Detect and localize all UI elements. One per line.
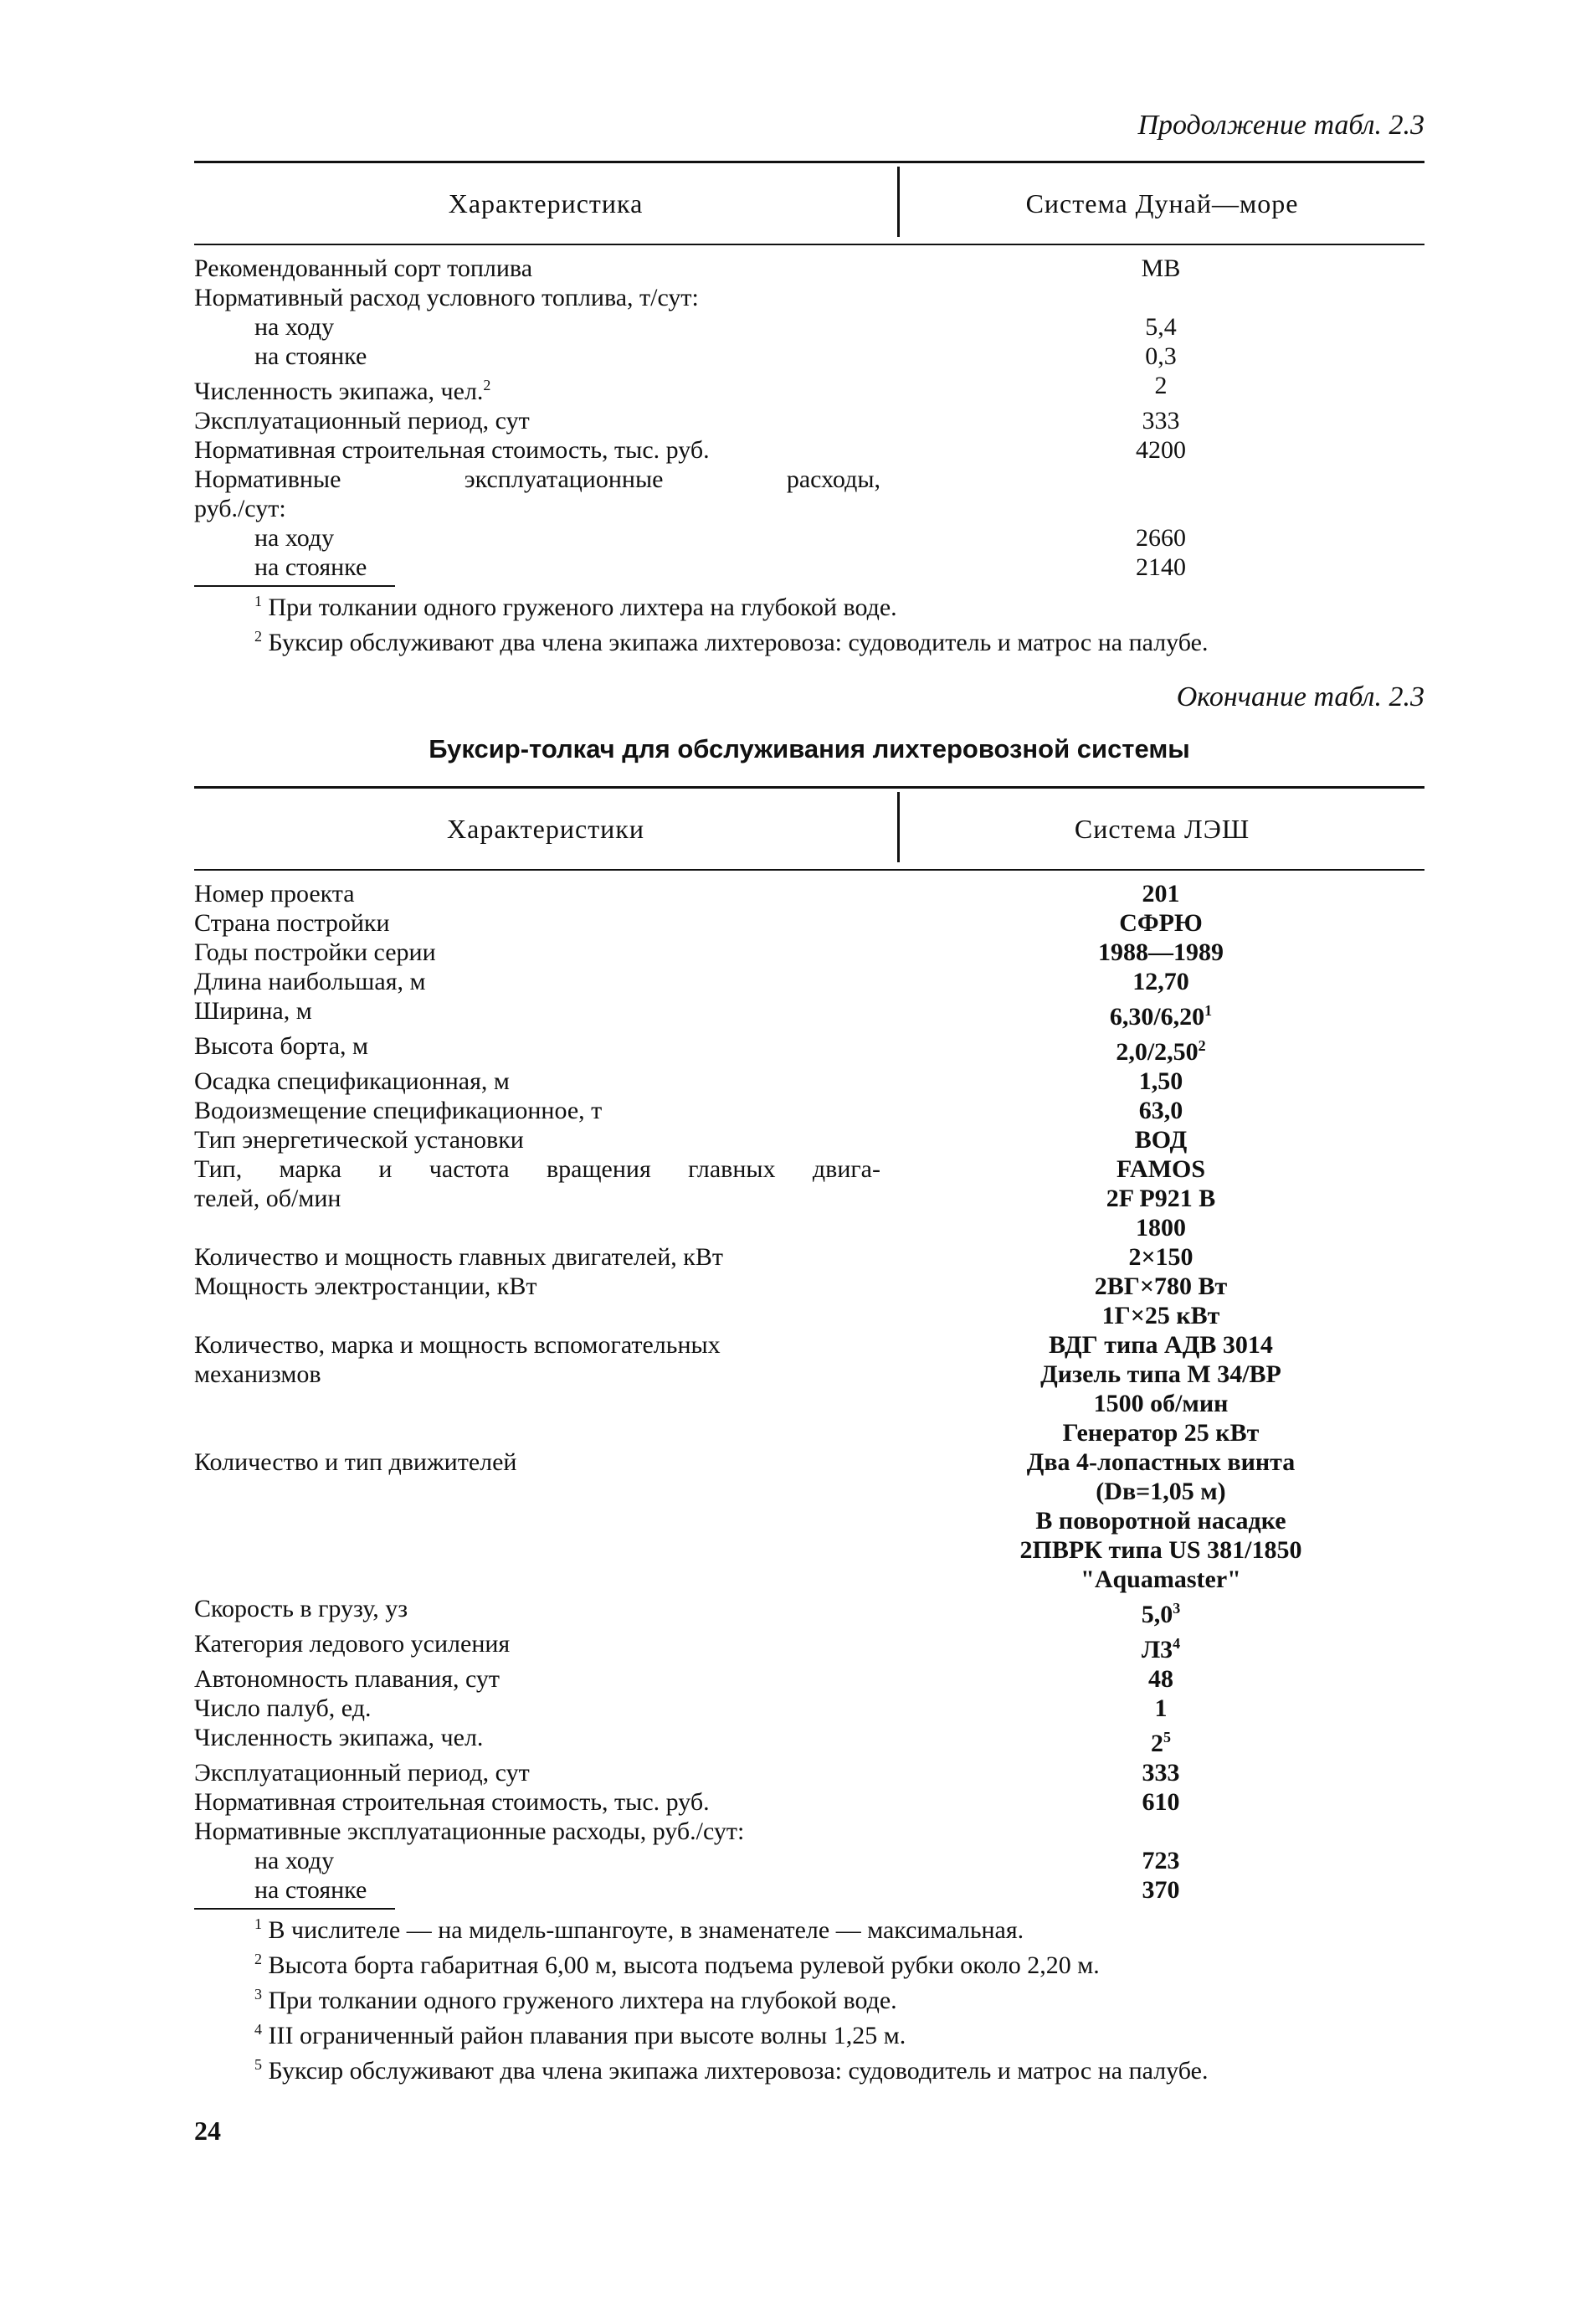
row-label (194, 254, 897, 283)
table-row (194, 1594, 1424, 1629)
footnote-text: III ограниченный район плавания при высоте волны 1,25 м. (268, 2022, 906, 2049)
table-row (194, 465, 1424, 494)
row-value-text: FAMOS (1116, 1155, 1206, 1183)
row-value-text: Генератор 25 кВт (1062, 1419, 1260, 1447)
row-label (194, 406, 897, 435)
row-value (897, 406, 1424, 435)
row-value (897, 1817, 1424, 1846)
row-label (194, 1694, 897, 1723)
footnote-text: Высота борта габаритная 6,00 м, высота подъема рулевой рубки около 2,20 м. (268, 1951, 1100, 1979)
row-label-text: на стоянке (254, 1876, 367, 1904)
row-value (897, 1330, 1424, 1360)
table-row (194, 371, 1424, 406)
row-value-text: "Aquamaster" (1081, 1566, 1241, 1593)
footnote-text: Буксир обслуживают два члена экипажа лихтеровоза: судоводитель и матрос на палубе. (268, 629, 1209, 656)
row-value-text: 63,0 (1138, 1097, 1183, 1124)
row-value (897, 1694, 1424, 1723)
row-label-text: на ходу (254, 1847, 335, 1874)
table-row (194, 1330, 1424, 1360)
row-value-text: 201 (1142, 880, 1180, 907)
row-label-text: Эксплуатационный период, сут (194, 407, 530, 434)
row-value-text: 1,50 (1138, 1067, 1183, 1095)
table-row (194, 1389, 1424, 1418)
row-label (194, 879, 897, 908)
row-value-text: 1800 (1136, 1214, 1186, 1242)
row-label-text: Ширина, м (194, 997, 312, 1025)
row-value (897, 312, 1424, 342)
row-label-text: Число палуб, ед. (194, 1694, 372, 1722)
row-value (897, 1301, 1424, 1330)
table-row (194, 1875, 1424, 1905)
footnote-mark: 1 (254, 1915, 262, 1932)
row-label-text: на ходу (254, 313, 335, 341)
table-1-header (194, 163, 1424, 244)
row-label (194, 908, 897, 938)
table-row (194, 435, 1424, 465)
table-1-header-characteristic: Характеристика (448, 188, 644, 219)
footnote-mark: 2 (254, 1951, 262, 1967)
row-value (897, 1664, 1424, 1694)
row-value-text: 1988—1989 (1098, 938, 1224, 966)
row-label (194, 283, 897, 312)
row-label (194, 1418, 897, 1447)
table-row (194, 1565, 1424, 1594)
row-value (897, 1447, 1424, 1477)
footnote-text: При толкании одного груженого лихтера на глубокой воде. (268, 1987, 897, 2014)
table-row (194, 494, 1424, 523)
table-row (194, 938, 1424, 967)
footnote (194, 622, 1424, 657)
row-value (897, 1184, 1424, 1213)
row-value (897, 1477, 1424, 1506)
row-value-footnote-mark: 1 (1204, 1002, 1213, 1019)
footnote (194, 1980, 1424, 2015)
row-value (897, 1846, 1424, 1875)
row-label (194, 1330, 897, 1360)
row-value (897, 465, 1424, 494)
row-label (194, 996, 897, 1031)
row-label (194, 1664, 897, 1694)
row-label-text: Численность экипажа, чел. (194, 378, 484, 405)
footnote-mark: 3 (254, 1986, 262, 2003)
row-value-text: 2 (1154, 372, 1168, 399)
row-label (194, 1594, 897, 1629)
row-label (194, 1154, 897, 1184)
row-value-text: 0,3 (1145, 342, 1177, 370)
row-label (194, 465, 897, 494)
end-label: Окончание табл. 2.3 (1176, 681, 1424, 712)
row-label-text: Рекомендованный сорт топлива (194, 255, 533, 282)
table-row (194, 1272, 1424, 1301)
row-value (897, 523, 1424, 553)
row-value-text: 610 (1142, 1788, 1180, 1816)
row-value (897, 1242, 1424, 1272)
row-value-text: Два 4-лопастных винта (1026, 1448, 1296, 1476)
row-value-footnote-mark: 5 (1163, 1729, 1171, 1746)
table-1-body (194, 245, 1424, 582)
row-value (897, 967, 1424, 996)
row-label (194, 1301, 897, 1330)
table-row (194, 1664, 1424, 1694)
row-label-text: Годы постройки серии (194, 938, 436, 966)
table-row (194, 1067, 1424, 1096)
row-label (194, 1360, 897, 1389)
table-row (194, 1096, 1424, 1125)
row-value (897, 1787, 1424, 1817)
row-value-text: Л3 (1141, 1636, 1173, 1663)
table-row (194, 1758, 1424, 1787)
row-value (897, 1125, 1424, 1154)
row-value-text: 2×150 (1128, 1243, 1193, 1271)
row-label-text: Нормативный расход условного топлива, т/сут: (194, 284, 699, 311)
row-value (897, 938, 1424, 967)
row-label (194, 1272, 897, 1301)
row-label (194, 1031, 897, 1067)
table-row (194, 1787, 1424, 1817)
row-value (897, 1272, 1424, 1301)
row-value-text: 2660 (1136, 524, 1186, 552)
row-value (897, 494, 1424, 523)
footnote-mark: 4 (254, 2021, 262, 2038)
footnote-text: Буксир обслуживают два члена экипажа лихтеровоза: судоводитель и матрос на палубе. (268, 2057, 1209, 2085)
table-2-title: Буксир-толкач для обслуживания лихтеровозной системы (429, 734, 1190, 764)
row-label (194, 1506, 897, 1535)
row-label (194, 938, 897, 967)
row-label-text: Мощность электростанции, кВт (194, 1273, 537, 1300)
row-label (194, 1389, 897, 1418)
row-label-text: Скорость в грузу, уз (194, 1595, 408, 1622)
row-label-text: Нормативные эксплуатационные расходы, руб./сут: (194, 1818, 745, 1845)
table-1-header-system: Система Дунай—море (1025, 188, 1299, 219)
table-row (194, 553, 1424, 582)
row-value-text: 2,0/2,50 (1116, 1038, 1199, 1066)
continuation-label: Продолжение табл. 2.3 (1137, 110, 1424, 141)
row-value-text: 2F P921 B (1106, 1185, 1216, 1212)
table-row (194, 1817, 1424, 1846)
table-2 (194, 786, 1424, 2085)
table-1-footnotes (194, 587, 1424, 657)
table-row (194, 967, 1424, 996)
row-value (897, 435, 1424, 465)
row-label (194, 1629, 897, 1664)
row-value-text: СФРЮ (1119, 909, 1203, 937)
row-value (897, 908, 1424, 938)
row-label-text: Водоизмещение спецификационное, т (194, 1097, 603, 1124)
row-value-text: Дизель типа М 34/ВР (1040, 1360, 1281, 1388)
row-label-text: Количество, марка и мощность вспомогательных (194, 1331, 721, 1359)
footnote (194, 2050, 1424, 2085)
footnote (194, 1910, 1424, 1945)
row-value-text: ВДГ типа АДВ 3014 (1049, 1331, 1273, 1359)
row-value-text: 723 (1142, 1847, 1180, 1874)
row-value-text: 12,70 (1132, 968, 1189, 995)
table-2-header-characteristics: Характеристики (447, 813, 644, 844)
row-value (897, 1067, 1424, 1096)
row-label-text: Нормативная строительная стоимость, тыс. руб. (194, 1788, 710, 1816)
row-value (897, 1154, 1424, 1184)
row-label (194, 1447, 897, 1477)
row-label (194, 1125, 897, 1154)
row-value-text: 1Г×25 кВт (1101, 1302, 1220, 1329)
row-value-text: В поворотной насадке (1035, 1507, 1286, 1535)
row-value-text: 1 (1154, 1694, 1168, 1722)
row-label (194, 1875, 897, 1905)
table-row (194, 1477, 1424, 1506)
row-value (897, 1389, 1424, 1418)
row-value-footnote-mark: 4 (1173, 1635, 1181, 1652)
row-label (194, 494, 897, 523)
row-value-text: ВОД (1134, 1126, 1188, 1154)
row-value (897, 371, 1424, 406)
table-row (194, 879, 1424, 908)
row-value (897, 1360, 1424, 1389)
row-value (897, 1213, 1424, 1242)
footnote-mark: 1 (254, 593, 262, 609)
row-label (194, 435, 897, 465)
row-value-text: 4200 (1136, 436, 1186, 464)
row-label-text: Категория ледового усиления (194, 1630, 511, 1658)
row-label-text: на стоянке (254, 553, 367, 581)
row-label (194, 1817, 897, 1846)
row-value-text: 2 (1151, 1730, 1163, 1757)
row-label-text: на стоянке (254, 342, 367, 370)
row-label-text: Автономность плавания, сут (194, 1665, 500, 1693)
table-row (194, 1447, 1424, 1477)
table-row (194, 1213, 1424, 1242)
table-row (194, 1629, 1424, 1664)
row-value (897, 1594, 1424, 1629)
row-label (194, 1787, 897, 1817)
table-row (194, 1846, 1424, 1875)
row-label (194, 371, 897, 406)
table-row (194, 1723, 1424, 1758)
table-row (194, 1301, 1424, 1330)
footnote-text: В числителе — на мидель-шпангоуте, в знаменателе — максимальная. (268, 1916, 1024, 1944)
row-label (194, 967, 897, 996)
row-value-text: 5,4 (1145, 313, 1177, 341)
row-label (194, 1067, 897, 1096)
row-value (897, 1031, 1424, 1067)
table-row (194, 312, 1424, 342)
table-row (194, 1242, 1424, 1272)
row-value-text: 370 (1142, 1876, 1180, 1904)
table-2-header-system: Система ЛЭШ (1074, 813, 1250, 844)
table-row (194, 254, 1424, 283)
row-label-text: Номер проекта (194, 880, 355, 907)
row-label-text: механизмов (194, 1360, 321, 1388)
row-label-text: руб./сут: (194, 495, 286, 522)
row-label (194, 523, 897, 553)
row-value (897, 1629, 1424, 1664)
row-value (897, 996, 1424, 1031)
row-value-footnote-mark: 3 (1173, 1600, 1181, 1617)
row-label-text: Страна постройки (194, 909, 390, 937)
row-value (897, 283, 1424, 312)
row-value-text: 2ВГ×780 Вт (1094, 1273, 1228, 1300)
table-row (194, 1360, 1424, 1389)
footnote-text: При толкании одного груженого лихтера на глубокой воде. (268, 594, 897, 621)
table-row (194, 1125, 1424, 1154)
row-label (194, 1096, 897, 1125)
table-row (194, 283, 1424, 312)
table-row (194, 342, 1424, 371)
table-1 (194, 161, 1424, 657)
footnote-mark: 2 (254, 628, 262, 645)
row-label-text: Количество и тип движителей (194, 1448, 517, 1476)
row-value-text: (Dв=1,05 м) (1096, 1478, 1226, 1505)
footnote (194, 587, 1424, 622)
footnote (194, 1945, 1424, 1980)
row-value-text: 48 (1148, 1665, 1173, 1693)
row-label (194, 342, 897, 371)
row-value (897, 1875, 1424, 1905)
row-value-text: 2ПВРК типа US 381/1850 (1019, 1536, 1302, 1564)
row-label-text: Численность экипажа, чел. (194, 1724, 484, 1751)
table-row (194, 1694, 1424, 1723)
row-label-text: Длина наибольшая, м (194, 968, 426, 995)
document-page (194, 109, 1424, 2147)
row-label (194, 1758, 897, 1787)
footnote (194, 2015, 1424, 2050)
row-value (897, 1418, 1424, 1447)
row-label (194, 553, 897, 582)
row-value (897, 1565, 1424, 1594)
row-label-text: на ходу (254, 524, 335, 552)
row-value-text: 2140 (1136, 553, 1186, 581)
table-row (194, 1535, 1424, 1565)
row-value-text: 333 (1142, 1759, 1180, 1787)
table-row (194, 1418, 1424, 1447)
row-value (897, 1096, 1424, 1125)
row-value (897, 342, 1424, 371)
row-label (194, 1477, 897, 1506)
table-row (194, 1184, 1424, 1213)
row-label (194, 1565, 897, 1594)
row-value-text: 333 (1142, 407, 1180, 434)
row-label-text: Тип, марка и частота вращения главных двига- (194, 1155, 880, 1183)
table-row (194, 996, 1424, 1031)
row-label-text: Высота борта, м (194, 1032, 369, 1060)
row-value-text: 6,30/6,20 (1109, 1003, 1205, 1031)
row-label (194, 1535, 897, 1565)
footnote-mark: 5 (254, 2056, 262, 2073)
table-2-footnotes (194, 1910, 1424, 2085)
row-label-text: Нормативные эксплуатационные расходы, (194, 465, 880, 493)
table-row (194, 1031, 1424, 1067)
row-label-text: Количество и мощность главных двигателей, кВт (194, 1243, 723, 1271)
table-row (194, 1154, 1424, 1184)
row-label (194, 1846, 897, 1875)
table-row (194, 406, 1424, 435)
row-label-text: Тип энергетической установки (194, 1126, 524, 1154)
row-value (897, 1506, 1424, 1535)
row-label-text: Нормативная строительная стоимость, тыс. руб. (194, 436, 710, 464)
table-2-header (194, 789, 1424, 869)
row-value (897, 1758, 1424, 1787)
row-label-text: Эксплуатационный период, сут (194, 1759, 530, 1787)
row-value (897, 879, 1424, 908)
row-label (194, 312, 897, 342)
row-label-text: Осадка спецификационная, м (194, 1067, 510, 1095)
row-value (897, 1723, 1424, 1758)
row-label (194, 1184, 897, 1213)
row-value-text: 1500 об/мин (1093, 1390, 1229, 1417)
row-label-footnote-mark: 2 (483, 377, 491, 393)
table-row (194, 1506, 1424, 1535)
row-label-text: телей, об/мин (194, 1185, 341, 1212)
row-value-footnote-mark: 2 (1198, 1037, 1206, 1054)
table-row (194, 908, 1424, 938)
row-value (897, 254, 1424, 283)
row-label (194, 1723, 897, 1758)
row-value-text: 5,0 (1141, 1601, 1173, 1628)
table-2-body (194, 871, 1424, 1905)
table-row (194, 523, 1424, 553)
row-value-text: МВ (1141, 255, 1181, 282)
row-value (897, 553, 1424, 582)
row-value (897, 1535, 1424, 1565)
row-label (194, 1213, 897, 1242)
row-label (194, 1242, 897, 1272)
page-number: 24 (194, 2116, 221, 2146)
